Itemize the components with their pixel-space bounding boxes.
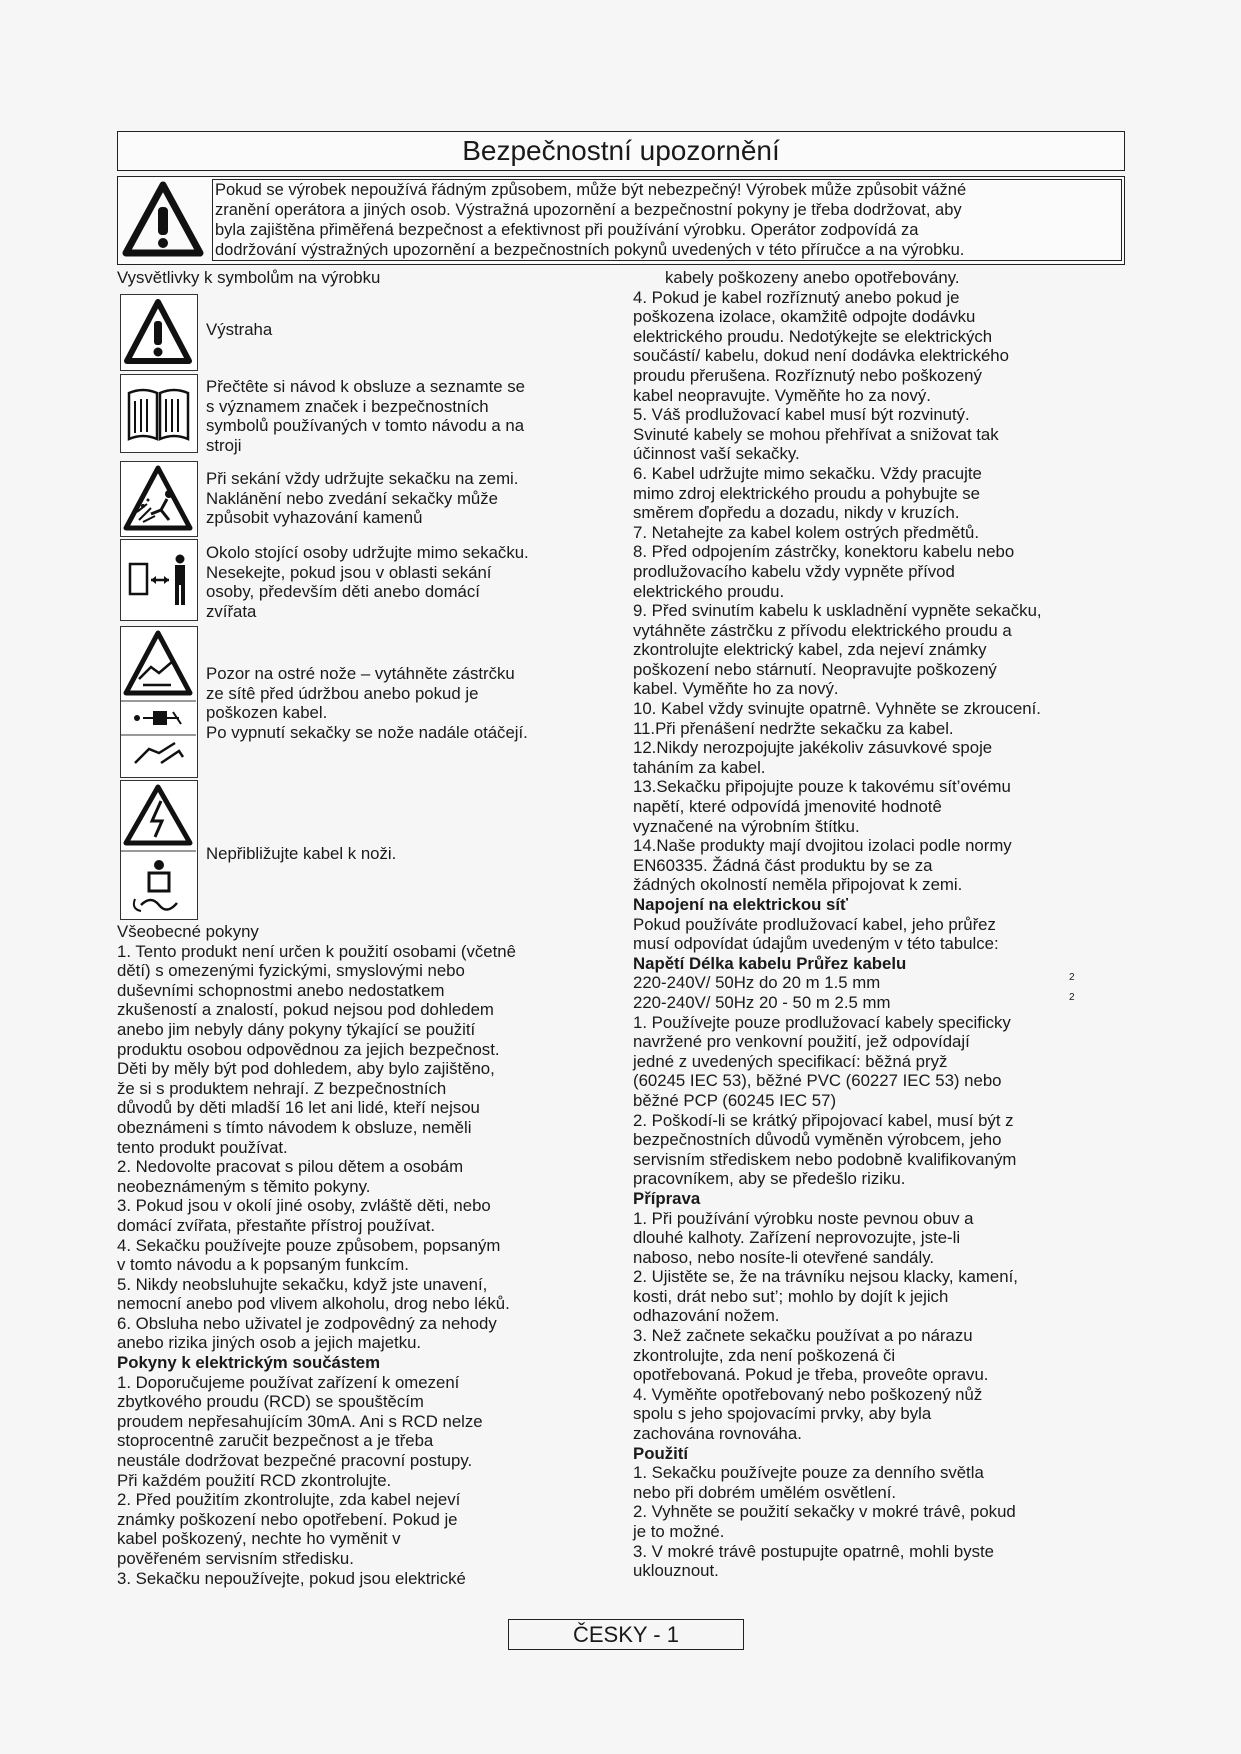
list-line: kabel poškozený, nechte ho vyměnit v (117, 1529, 401, 1549)
usage-heading: Použití (633, 1443, 688, 1463)
list-line: nebo při dobrém umělém osvětlení. (633, 1482, 897, 1502)
symbol-text: Výstraha (206, 320, 273, 339)
list-line: napětí, které odpovídá jmenovité hodnotê (633, 797, 942, 817)
symbol-text: Okolo stojící osoby udržujte mimo sekačku. (206, 543, 529, 562)
page-footer: ČESKY - 1 (508, 1619, 744, 1650)
list-line: Děti by měly být pod dohledem, aby bylo zajištěno, (117, 1059, 495, 1079)
list-line: 1. Používejte pouze prodlužovací kabely specificky (633, 1012, 1011, 1032)
list-line: 5. Váš prodlužovací kabel musí být rozvinutý. (633, 405, 970, 425)
list-line: 1. Sekačku používejte pouze za denního světla (633, 1463, 984, 1483)
list-line: elektrického proudu. (633, 581, 785, 601)
list-item (117, 1157, 609, 1196)
list-line: směrem ďopředu a dozadu, nikdy v kruzích. (633, 503, 960, 523)
list-line: vyznačené na výrobním štítku. (633, 816, 860, 836)
page-title: Bezpečnostní upozornění (117, 131, 1125, 171)
list-item (633, 464, 1125, 523)
list-line: že si s produktem nehrají. Z bezpečnostních (117, 1078, 447, 1098)
electric-cable-icon (120, 780, 198, 920)
list-line: 2. Vyhněte se použití sekačky v mokré trávê, pokud (633, 1502, 1016, 1522)
list-line: prodlužovacího kabelu vždy vypněte přívod (633, 561, 955, 581)
warning-triangle-icon (120, 294, 198, 371)
list-line: 3. Než začnete sekačku používat a po nárazu (633, 1326, 973, 1346)
symbol-text: Po vypnutí sekačky se nože nadále otáčejí. (206, 722, 528, 742)
list-line: neobeznámeným s těmito pokyny. (117, 1176, 371, 1196)
list-line: běžné PCP (60245 IEC 57) (633, 1090, 837, 1110)
list-item (117, 1490, 609, 1568)
list-line: účinnost vaší sekačky. (633, 444, 800, 464)
list-line: dlouhé kalhoty. Zařízení neprovozujte, jste-li (633, 1228, 961, 1248)
list-line: kosti, drát nebo sut’; mohlo by dojít k jejich (633, 1286, 949, 1306)
list-line: 8. Před odpojením zástrčky, konektoru kabelu nebo (633, 542, 1015, 562)
list-line: je to možné. (633, 1522, 725, 1541)
symbol-text: osoby, především děti anebo domácí (206, 582, 480, 602)
list-line: 2. Nedovolte pracovat s pilou dětem a osobám (117, 1157, 464, 1177)
list-line: 14.Naše produkty mají dvojitou izolaci podle normy (633, 836, 1012, 856)
symbol-row-cable (117, 780, 609, 922)
symbol-text: symbolů používaných v tomto návodu a na (206, 416, 525, 436)
list-item (633, 836, 1125, 895)
list-line: elektrického proudu. Nedotýkejte se elektrických (633, 326, 993, 346)
list-line: 1. Tento produkt není určen k použití osobami (včetnê (117, 941, 516, 961)
list-line: 7. Netahejte za kabel kolem ostrých předmětů. (633, 522, 980, 542)
list-item (633, 1463, 1125, 1502)
list-line: 2. Poškodí-li se krátký připojovací kabel, musí být z (633, 1110, 1014, 1130)
cable-table-sup: 2 (1069, 991, 1075, 1003)
electrical-heading: Pokyny k elektrickým součástem (117, 1353, 381, 1373)
list-line: mimo zdroj elektrického proudu a pohybujte se (633, 483, 980, 503)
list-item (633, 542, 1125, 601)
left-column (117, 268, 609, 1588)
symbol-text: způsobit vyhazování kamenů (206, 508, 423, 528)
list-line: 1. Při používání výrobku noste pevnou obuv a (633, 1208, 974, 1228)
list-line: taháním za kabel. (633, 757, 766, 777)
continued-line: kabely poškozeny anebo opotřebovány. (665, 268, 960, 287)
list-line: zkontrolujte elektrický kabel, zda nejeví známky (633, 640, 987, 660)
right-column (633, 268, 1125, 1581)
list-line: zachována rovnováha. (633, 1424, 802, 1444)
list-line: 2. Před použitím zkontrolujte, zda kabel nejeví (117, 1490, 461, 1510)
list-item (633, 1502, 1125, 1541)
list-line: v tomto návodu a k popsaným funkcím. (117, 1255, 409, 1275)
symbol-text: ze sítê před údržbou anebo pokud je (206, 683, 479, 703)
list-line: spolu s jeho spojovacími prvky, aby byla (633, 1404, 932, 1424)
list-line: stoprocentnê zaručit bezpečnost a je třeba (117, 1431, 434, 1451)
list-line: poškozena izolace, okamžitê odpojte dodávku (633, 307, 976, 327)
cable-table-header: Napětí Délka kabelu Průřez kabelu (633, 953, 907, 973)
list-item (117, 1314, 609, 1353)
warning-line: dodržování výstražných upozornění a bezpečnostních pokynů uvedených v této příručce a na výrobku. (215, 241, 965, 259)
general-heading: Všeobecné pokyny (117, 922, 259, 941)
list-item (633, 719, 1125, 739)
list-item (633, 523, 1125, 543)
preparation-heading: Příprava (633, 1188, 701, 1208)
list-line: anebo rizika jiných osob a jejich majetku. (117, 1333, 422, 1353)
list-line: vytáhněte zástrčku z přívodu elektrického proudu a (633, 620, 1012, 640)
list-item (633, 405, 1125, 464)
symbol-text: Nesekejte, pokud jsou v oblasti sekání (206, 562, 492, 582)
list-line: tento produkt používat. (117, 1137, 288, 1157)
list-line: 12.Nikdy nerozpojujte jakékoliv zásuvkové spoje (633, 738, 993, 758)
list-line: domácí zvířata, přestaňte přístroj používat. (117, 1215, 436, 1235)
list-line: kabel neopravujte. Vyměňte ho za nový. (633, 385, 931, 405)
thrown-objects-icon (120, 461, 198, 537)
list-line: pověřeném servisním středisku. (117, 1549, 354, 1568)
symbol-row-bystanders (117, 539, 609, 626)
list-line: 6. Obsluha nebo uživatel je zodpovêdný za nehody (117, 1313, 497, 1333)
list-item (633, 1209, 1125, 1268)
list-line: žádných okolností neměla připojovat k zemi. (633, 875, 963, 895)
cable-table-sup: 2 (1069, 972, 1075, 984)
list-line: produktu osobou odpovědnou za jejich bezpečnost. (117, 1039, 500, 1059)
list-line: odhazování nožem. (633, 1306, 780, 1326)
list-line: 3. V mokré trávê postupujte opatrnê, mohli byste (633, 1541, 994, 1561)
list-line: dětí) s omezenými fyzickými, smyslovými nebo (117, 961, 465, 981)
list-line: 4. Pokud je kabel rozříznutý anebo pokud je (633, 287, 960, 307)
list-item (633, 738, 1125, 777)
safety-warning-box (117, 176, 1125, 265)
list-line: poškození nebo stárnutí. Neopravujte poškozený (633, 659, 997, 679)
warning-triangle-icon (118, 177, 208, 263)
list-line: naboso, nebo nosíte-li otevřené sandály. (633, 1247, 935, 1267)
list-line: jedné z uvedených specifikací: běžná pryž (633, 1051, 948, 1071)
symbol-row-manual (117, 372, 609, 461)
symbol-text: Při sekání vždy udržujte sekačku na zemi. (206, 469, 519, 488)
symbol-text: Nepřibližujte kabel k noži. (206, 844, 397, 863)
sharp-blades-icon (120, 626, 198, 778)
list-line: 5. Nikdy neobsluhujte sekačku, když jste unavení, (117, 1274, 488, 1294)
list-line: EN60335. Žádná část produktu by se za (633, 855, 933, 875)
symbol-row-thrown-objects (117, 461, 609, 539)
symbol-text: s významem značek i bezpečnostních (206, 396, 489, 416)
cable-table-cell: 220-240V/ 50Hz 20 - 50 m 2.5 mm (633, 992, 891, 1012)
list-line: zkontrolujte, zda není poškozená či (633, 1345, 896, 1365)
list-line: 2. Ujistěte se, že na trávníku nejsou klacky, kamení, (633, 1267, 1018, 1287)
list-item (633, 1542, 1125, 1581)
list-item (633, 1013, 1125, 1111)
list-line: nemocní anebo pod vlivem alkoholu, drog nebo léků. (117, 1294, 510, 1314)
list-line: součástí/ kabelu, dokud není dodávka elektrického (633, 346, 1009, 366)
symbol-text: poškozen kabel. (206, 703, 328, 723)
general-list (117, 942, 609, 1353)
list-line: anebo jim nebyly dány pokyny týkající se použití (117, 1019, 476, 1039)
list-item (633, 777, 1125, 836)
list-line: 1. Doporučujeme používat zařízení k omezení (117, 1372, 460, 1392)
electrical-list-left (117, 1373, 609, 1589)
list-line: známky poškození nebo opotřebení. Pokud je (117, 1509, 458, 1529)
list-item (633, 1111, 1125, 1189)
warning-line: byla zajištěna přiměřená bezpečnost a efektivnost při používání výrobku. Operátor zodpovídá za (215, 221, 919, 239)
list-item (117, 1373, 609, 1491)
list-line: 4. Sekačku používejte pouze způsobem, popsaným (117, 1235, 501, 1255)
cable-table-row (633, 993, 1125, 1013)
list-item (633, 1385, 1125, 1444)
list-line: duševními schopnostmi anebo nedostatkem (117, 980, 445, 1000)
manual-book-icon (120, 374, 198, 453)
cable-table-cell: 220-240V/ 50Hz do 20 m 1.5 mm (633, 973, 881, 993)
list-line: kabel. Vyměňte ho za nový. (633, 679, 839, 699)
list-line: 9. Před svinutím kabelu k uskladnění vypněte sekačku, (633, 601, 1042, 621)
list-line: proudu přerušena. Rozříznutý nebo poškozený (633, 365, 982, 385)
list-line: 10. Kabel vždy svinujte opatrnê. Vyhněte se zkroucení. (633, 699, 1041, 719)
symbol-text: Pozor na ostré nože – vytáhněte zástrčku (206, 664, 515, 683)
symbol-text: stroji (206, 435, 242, 455)
list-line: 4. Vyměňte opotřebovaný nebo poškozený nůž (633, 1384, 983, 1404)
list-line: proudem nepřesahujícím 30mA. Ani s RCD nelze (117, 1411, 483, 1431)
list-line: 13.Sekačku připojujte pouze k takovému sít’ovému (633, 777, 1011, 797)
symbol-row-blades (117, 626, 609, 780)
list-line: Svinuté kabely se mohou přehřívat a snižovat tak (633, 424, 999, 444)
list-line: pracovníkem, aby se předešlo riziku. (633, 1169, 906, 1189)
warning-line: Pokud se výrobek nepoužívá řádným způsobem, může být nebezpečný! Výrobek může způsobit vážné (215, 181, 967, 199)
list-line: důvodů by děti mladší 16 let ani lidé, kteří nejsou (117, 1098, 480, 1118)
list-item (633, 1326, 1125, 1385)
warning-line: zranění operátora a jiných osob. Výstražná upozornění a bezpečnostní pokyny je třeba dodržovat, aby (215, 201, 962, 219)
list-item (633, 601, 1125, 699)
symbol-row-warning (117, 294, 609, 372)
list-item (633, 699, 1125, 719)
list-item (117, 1196, 609, 1235)
list-line: zkušeností a znalostí, pokud nejsou pod dohledem (117, 1000, 494, 1020)
bystander-distance-icon (120, 539, 198, 621)
list-line: 11.Při přenášení nedržte sekačku za kabel. (633, 718, 954, 738)
safety-warning-text (212, 179, 1122, 261)
mains-intro: Pokud používáte prodlužovací kabel, jeho průřez (633, 914, 996, 934)
symbol-text: Naklánění nebo zvedání sekačky může (206, 488, 498, 508)
list-line: (60245 IEC 53), běžné PVC (60227 IEC 53) nebo (633, 1071, 1002, 1091)
list-item (633, 1267, 1125, 1326)
list-line: neustále dodržovat bezpečné pracovní postupy. (117, 1451, 473, 1471)
list-line: zbytkového proudu (RCD) se spouštěcím (117, 1392, 424, 1412)
mains-intro: musí odpovídat údajům uvedeným v této tabulce: (633, 934, 999, 954)
cable-table-row (633, 973, 1125, 993)
list-line: servisním střediskem nebo podobně kvalifikovaným (633, 1149, 1017, 1169)
list-line: obeznámeni s tímto návodem k obsluze, neměli (117, 1117, 472, 1137)
list-line: uklouznout. (633, 1561, 719, 1581)
list-line: bezpečnostních důvodů vyměněn výrobcem, jeho (633, 1130, 1002, 1150)
list-item (117, 942, 609, 1158)
symbol-text: zvířata (206, 601, 257, 621)
list-item (633, 288, 1125, 406)
list-item (117, 1236, 609, 1275)
symbol-text: Přečtête si návod k obsluze a seznamte se (206, 377, 526, 396)
list-line: 6. Kabel udržujte mimo sekačku. Vždy pracujte (633, 463, 982, 483)
list-line: 3. Pokud jsou v okolí jiné osoby, zvláště děti, nebo (117, 1196, 491, 1216)
list-line: navržené pro venkovní použití, jež odpovídají (633, 1032, 970, 1052)
list-line: 3. Sekačku nepoužívejte, pokud jsou elektrické (117, 1568, 466, 1588)
mains-heading: Napojení na elektrickou síť (633, 895, 849, 914)
list-line: Při každém použití RCD zkontrolujte. (117, 1470, 392, 1490)
list-line: opotřebovaná. Pokud je třeba, proveôte opravu. (633, 1365, 989, 1385)
list-item (117, 1569, 609, 1589)
symbols-heading: Vysvětlivky k symbolům na výrobku (117, 268, 381, 287)
list-item (117, 1275, 609, 1314)
